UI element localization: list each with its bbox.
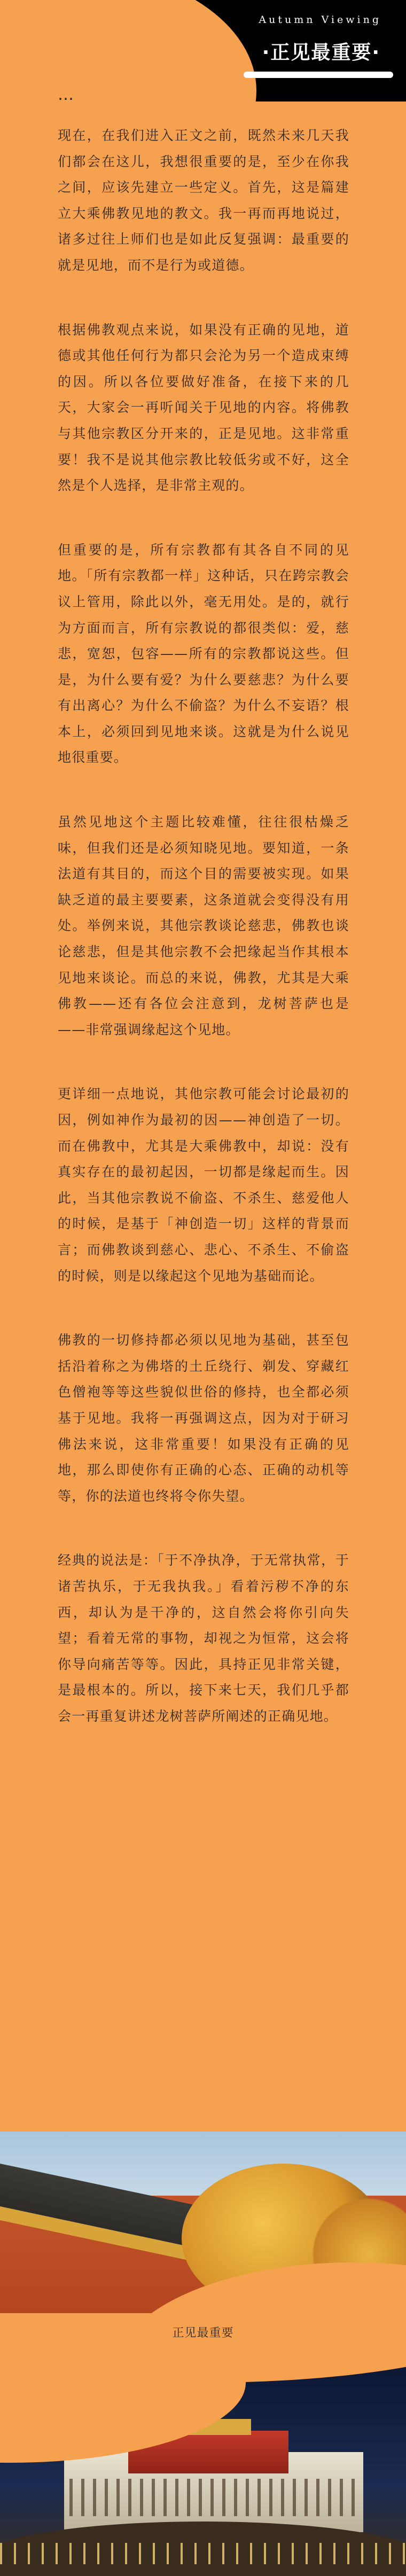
title-underline [244, 72, 393, 78]
potala-night-photo [0, 2351, 406, 2576]
article-body [58, 123, 349, 1768]
paragraph-1: 现在，在我们进入正文之前，既然未来几天我们都会在这儿，我想很重要的是，至少在你我之间，应该先建立一些定义。首先，这是篇建立大乘佛教见地的教文。我一再而再地说过，诸多过往上师们也是如此反复强调：最重要的就是见地，而不是行为或道德。 [58, 128, 349, 273]
paragraph-7: 经典的说法是：「于不净执净，于无常执常，于诸苦执乐，于无我执我。」看着污秽不净的东西，却认为是干净的，这自然会将你引向失望；看着无常的事物，却视之为恒常，这会将你导向痛苦等等。因此，具持正见非常关键，是最根本的。所以，接下来七天，我们几乎都会一再重复讲述龙树菩萨所阐述的正确见地。 [58, 1552, 349, 1724]
intro-ellipsis: … [58, 85, 74, 104]
palace-windows [69, 2479, 358, 2516]
city-lights [0, 2543, 406, 2564]
paragraph-2: 根据佛教观点来说，如果没有正确的见地，道德或其他任何行为都只会沦为另一个造成束缚的因。所以各位要做好准备，在接下来的几天，大家会一再听闻关于见地的内容。将佛教与其他宗教区分开来的，正是见地。这非常重要！我不是说其他宗教比较低劣或不好，这全然是个人选择，是非常主观的。 [58, 322, 349, 494]
paragraph-4: 虽然见地这个主题比较难懂，往往很枯燥乏味，但我们还是必须知晓见地。要知道，一条法道有其目的，而这个目的需要被实现。如果缺乏道的最主要要素，这条道就会变得没有用处。举例来说，其他宗教谈论慈悲，佛教也谈论慈悲，但是其他宗教不会把缘起当作其根本见地来谈论。而总的来说，佛教，尤其是大乘佛教——还有各位会注意到，龙树菩萨也是——非常强调缘起这个见地。 [58, 814, 349, 1037]
image-caption: 正见最重要 [172, 2327, 234, 2340]
paragraph-3: 但重要的是，所有宗教都有其各自不同的见地。「所有宗教都一样」这种话，只在跨宗教会议上管用，除此以外，毫无用处。是的，就行为方面而言，所有宗教说的都很类似：爱，慈悲，宽恕，包容——所有的宗教都说这些。但是，为什么要有爱？为什么要慈悲？为什么要有出离心？为什么不偷盗？为什么不妄语？根本上，必须回到见地来谈。这就是为什么说见地很重要。 [58, 542, 349, 766]
temple-autumn-photo [0, 2132, 406, 2313]
header-subtitle: Autumn Viewing [259, 14, 381, 26]
page-title: ·正见最重要· [262, 42, 380, 64]
paragraph-5: 更详细一点地说，其他宗教可能会讨论最初的因，例如神作为最初的因——神创造了一切。而在佛教中，尤其是大乘佛教中，却说：没有真实存在的最初起因，一切都是缘起而生。因此，当其他宗教说不偷盗、不杀生、慈爱他人的时候，是基于「神创造一切」这样的背景而言；而佛教谈到慈心、悲心、不杀生、不偷盗的时候，则是以缘起这个见地为基础而论。 [58, 1086, 349, 1284]
paragraph-6: 佛教的一切修持都必须以见地为基础，甚至包括沿着称之为佛塔的土丘绕行、剃发、穿藏红色僧袍等等这些貌似世俗的修持，也全都必须基于见地。我将一再强调这点，因为对于研习佛法来说，这非常重要！如果没有正确的见地，那么即使你有正确的心态、正确的动机等等，你的法道也终将令你失望。 [58, 1332, 349, 1504]
